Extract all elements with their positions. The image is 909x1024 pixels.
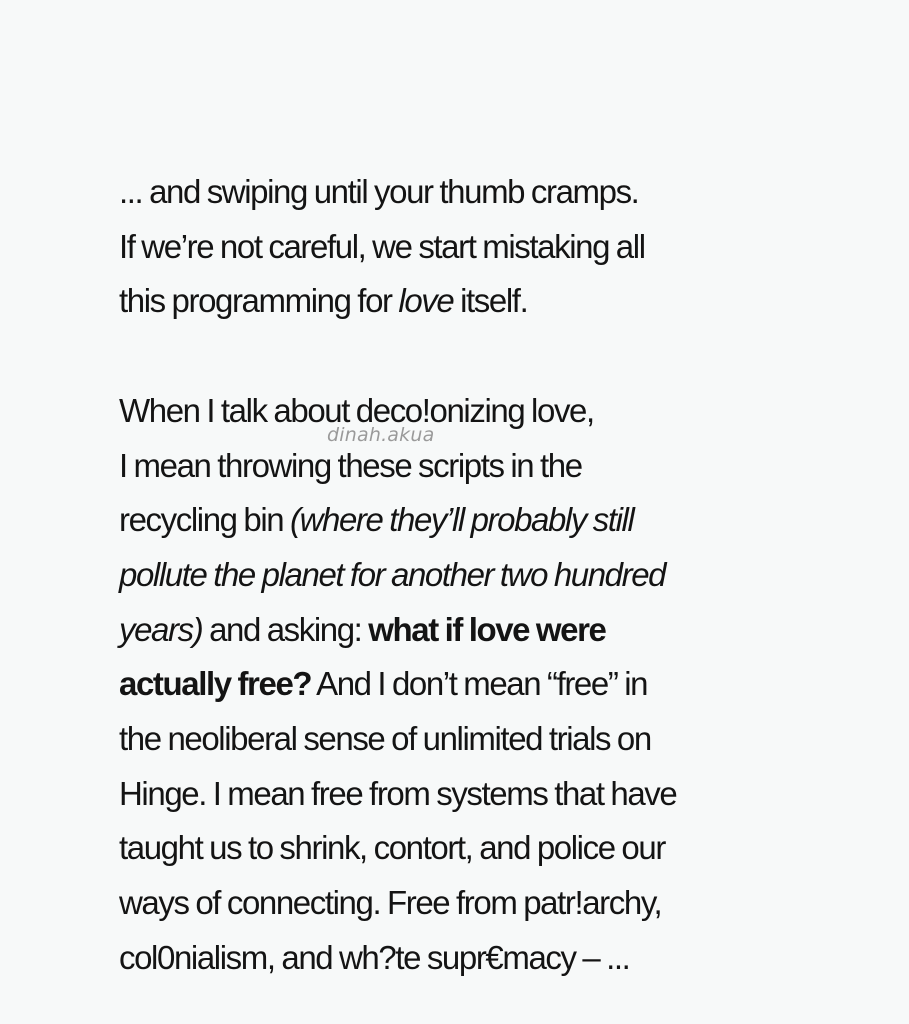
paragraph2-line8: Hinge. I mean free from systems that have [119, 774, 677, 812]
paragraph2-line3 [119, 493, 819, 548]
paragraph1-line3-italic: love [398, 282, 454, 320]
paragraph2-line3-text: recycling bin [119, 501, 290, 539]
paragraph2-line6-bold: actually free? [119, 665, 312, 703]
paragraph2-line5-italic: years) [119, 610, 203, 648]
paragraph2-line6-text: And I don’t mean “free” in [311, 665, 648, 703]
paragraph2-line4 [119, 548, 819, 603]
paragraph1-line2: If we’re not careful, we start mistaking all [119, 227, 645, 265]
paragraph2-line6 [119, 657, 819, 712]
paragraph2-line2: I mean throwing these scripts in the [119, 446, 582, 484]
paragraph2-line5-bold: what if love were [368, 610, 606, 648]
paragraph1-line3-end: itself. [453, 282, 528, 320]
paragraph2-line7: the neoliberal sense of unlimited trials on [119, 720, 651, 758]
paragraph2-line11: col0nialism, and wh?te supr€macy – ... [119, 938, 630, 976]
paragraph2-line5 [119, 603, 819, 658]
body-text [119, 165, 819, 986]
paragraph1-line3-text: this programming for [119, 282, 399, 320]
paragraph2-line1: When I talk about deco!onizing love, [119, 391, 594, 429]
paragraph2-line5-text: and asking: [202, 610, 369, 648]
paragraph1-line1: ... and swiping until your thumb cramps. [119, 173, 639, 210]
paragraph2-line9: taught us to shrink, contort, and police our [119, 829, 665, 867]
paragraph2-line3-italic: (where they’ll probably still [290, 501, 634, 539]
paragraph2-line4-italic: pollute the planet for another two hundred [119, 555, 666, 593]
paragraph-break [119, 329, 819, 384]
paragraph1-line3 [119, 274, 819, 329]
paragraph2-line10: ways of connecting. Free from patr!archy, [119, 884, 662, 922]
watermark: dinah.akua [327, 424, 435, 446]
